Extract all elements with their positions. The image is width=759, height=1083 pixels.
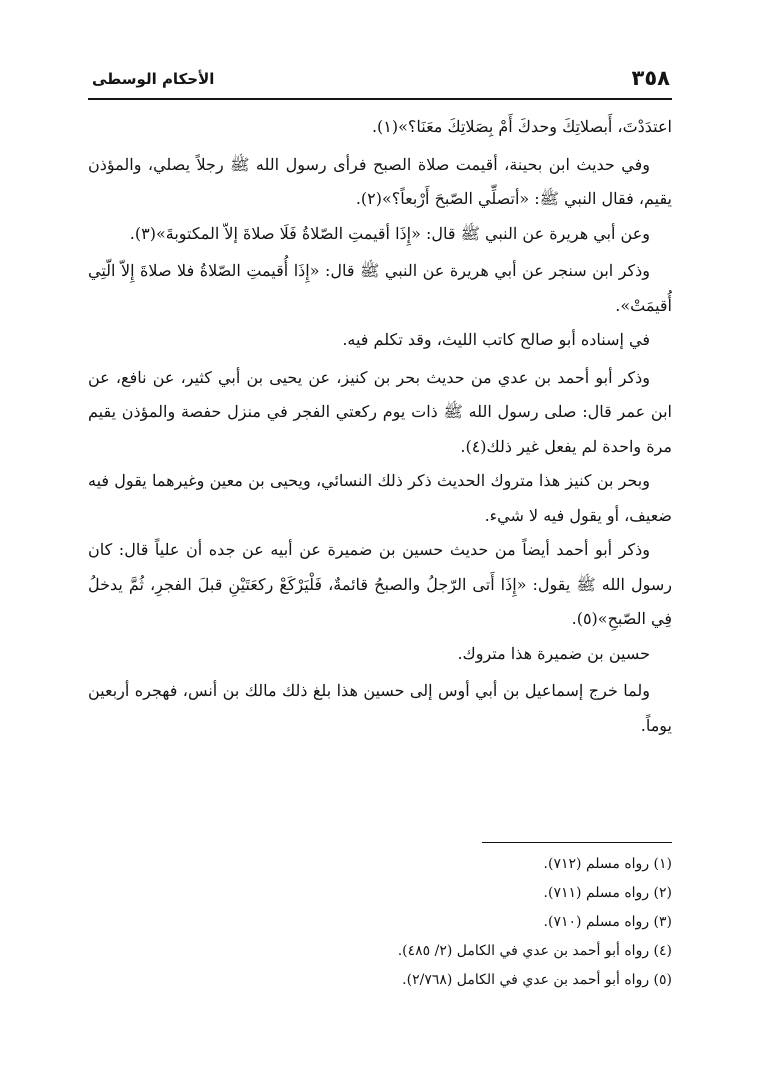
running-title: الأحكام الوسطى [92, 70, 215, 88]
page-header [92, 66, 670, 94]
paragraph: اعتدَدْتَ، أَبصلاتِكَ وحدكَ أَمْ بِصَلاتِكَ معَنَا؟»(١). [371, 117, 672, 136]
paragraph: وبحر بن كنيز هذا متروك الحديث ذكر ذلك النسائي، ويحيى بن معين وغيرهما يقول فيه ضعيف، أو يقول فيه لا شيء. [88, 471, 672, 525]
footnote: (٣) رواه مسلم (٧١٠). [543, 914, 672, 930]
paragraph: وفي حديث ابن بحينة، أقيمت صلاة الصبح فرأى رسول الله ﷺ رجلاً يصلي، والمؤذن يقيم، فقال النبي ﷺ: «أتصلِّي الصّبحَ أَرْبعاً؟»(٢). [88, 154, 672, 208]
paragraph: وذكر أبو أحمد بن عدي من حديث بحر بن كنيز، عن يحيى بن أبي كثير، عن نافع، عن ابن عمر قال: صلى رسول الله ﷺ ذات يوم ركعتي الفجر في منزل حفصة والمؤذن يقيم مرة واحدة لم يفعل غير ذلك(٤). [88, 367, 672, 456]
header-divider [88, 98, 672, 100]
footnote: (٢) رواه مسلم (٧١١). [543, 885, 672, 901]
footnotes [88, 850, 672, 995]
paragraph: في إسناده أبو صالح كاتب الليث، وقد تكلم فيه. [342, 330, 650, 349]
footnote: (١) رواه مسلم (٧١٢). [543, 856, 672, 872]
footnote: (٤) رواه أبو أحمد بن عدي في الكامل (٢/ ٤٨٥). [397, 943, 672, 959]
paragraph: وذكر ابن سنجر عن أبي هريرة عن النبي ﷺ قال: «إِذَا أُقيمتِ الصّلاةُ فلا صلاةَ إِلاّ الّتِي أُقيمَتْ». [88, 261, 672, 315]
main-text [88, 110, 672, 743]
paragraph: وعن أبي هريرة عن النبي ﷺ قال: «إِذَا أقيمتِ الصّلاةُ فَلَا صلاةَ إلاّ المكتوبةَ»(٣). [129, 223, 650, 243]
paragraph: ولما خرج إسماعيل بن أبي أوس إلى حسين هذا بلغ ذلك مالك بن أنس، فهجره أربعين يوماً. [88, 681, 672, 735]
paragraph: حسين بن ضميرة هذا متروك. [457, 643, 650, 663]
footnote-divider [482, 842, 672, 843]
footnote: (٥) رواه أبو أحمد بن عدي في الكامل (٢/٧٦٨). [402, 972, 672, 988]
paragraph: وذكر أبو أحمد أيضاً من حديث حسين بن ضميرة عن أبيه عن جده أن علياً قال: كان رسول الله ﷺ يقول: «إِذَا أَتى الرّجلُ والصبحُ قائمةٌ، فَلْيَرْكَعْ ركعَتَيْنِ قبلَ الفجرِ، ثُمَّ يدخلُ فِي الصّبحِ»(٥). [88, 540, 672, 628]
page-number: ٣٥٨ [631, 66, 670, 90]
